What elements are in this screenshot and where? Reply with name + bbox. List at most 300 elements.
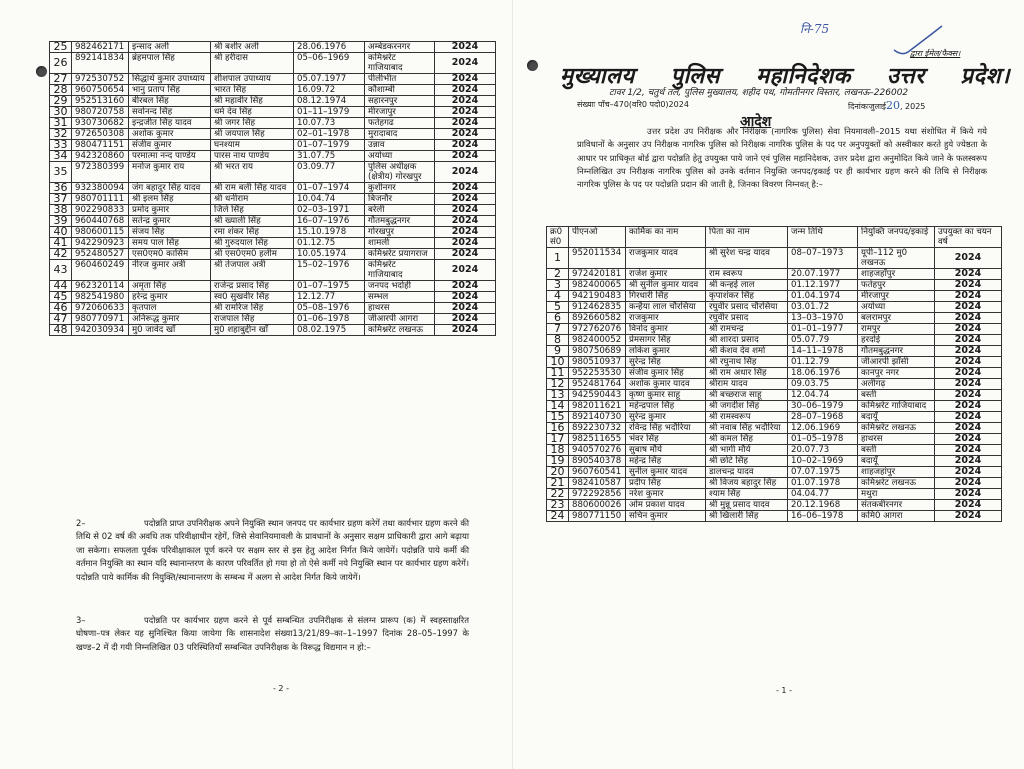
- father-name-cell: श्री जगदीश सिंह: [706, 401, 788, 412]
- table-row: [547, 346, 1002, 357]
- father-name-cell: भारत सिंह: [211, 85, 294, 96]
- selection-year-cell: 2024: [935, 511, 1002, 522]
- serial-number-cell: 45: [50, 292, 72, 303]
- page-number: - 1 -: [776, 686, 792, 695]
- pno-cell: 960750654: [72, 85, 129, 96]
- letterhead-address: टावर 1/2, चतुर्थ तल, पुलिस मुख्यालय, शहीद पथ, गोमतीनगर विस्तार, लखनऊ–226002: [609, 88, 909, 98]
- employee-name-cell: राजकुमार: [626, 313, 706, 324]
- employee-name-cell: परमात्मा नन्द पाण्डेय: [129, 151, 211, 162]
- birth-date-cell: 20.07.1977: [788, 269, 858, 280]
- table-row: [50, 107, 496, 118]
- employee-name-cell: प्रमोद कुमार: [129, 205, 211, 216]
- employee-name-cell: अनिरूद्ध कुमार: [129, 314, 211, 325]
- selection-year-cell: 2024: [435, 42, 496, 53]
- birth-date-cell: 14–11–1978: [788, 346, 858, 357]
- serial-number-cell: 37: [50, 194, 72, 205]
- selection-year-cell: 2024: [435, 183, 496, 194]
- employee-name-cell: इन्द्रजीत सिंह यादव: [129, 118, 211, 129]
- birth-date-cell: 15–02–1976: [294, 260, 365, 281]
- father-name-cell: श्री सुरेश चन्द्र यादव: [706, 248, 788, 269]
- employee-name-cell: अशोक कुमार यादव: [626, 379, 706, 390]
- pno-cell: 952253530: [569, 368, 626, 379]
- posting-unit-cell: कमिश्नरेट लखनऊ: [365, 325, 435, 336]
- father-name-cell: श्री शारदा प्रसाद: [706, 335, 788, 346]
- selection-year-cell: 2024: [935, 280, 1002, 291]
- column-header: उपयुक्त का चयन वर्ष: [935, 227, 1002, 248]
- selection-year-cell: 2024: [935, 324, 1002, 335]
- hole-punch-icon: [527, 60, 538, 71]
- table-row: [50, 292, 496, 303]
- table-row: [50, 151, 496, 162]
- delivery-mode-note: द्वारा ईमेल/फैक्स।: [910, 49, 961, 58]
- pno-cell: 942190483: [569, 291, 626, 302]
- father-name-cell: श्री महावीर सिंह: [211, 96, 294, 107]
- father-name-cell: श्री राम अधार सिंह: [706, 368, 788, 379]
- posting-unit-cell: संतकबीरनगर: [858, 500, 935, 511]
- pno-cell: 982511655: [569, 434, 626, 445]
- posting-unit-cell: कानपुर नगर: [858, 368, 935, 379]
- serial-number-cell: 1: [547, 248, 569, 269]
- employee-name-cell: नीरज कुमार अत्री: [129, 260, 211, 281]
- selection-year-cell: 2024: [435, 151, 496, 162]
- pno-cell: 972292856: [569, 489, 626, 500]
- promotion-table-continued: [49, 41, 496, 336]
- employee-name-cell: प्रेमसागर सिंह: [626, 335, 706, 346]
- employee-name-cell: श्री सुनील कुमार यादव: [626, 280, 706, 291]
- paragraph-3-number: 3–: [76, 615, 86, 625]
- pno-cell: 972420181: [569, 269, 626, 280]
- birth-date-cell: 07.07.1975: [788, 467, 858, 478]
- pno-cell: 960460249: [72, 260, 129, 281]
- birth-date-cell: 01.04.1974: [788, 291, 858, 302]
- posting-unit-cell: सहारनपुर: [365, 96, 435, 107]
- table-row: [547, 511, 1002, 522]
- selection-year-cell: 2024: [435, 85, 496, 96]
- pno-cell: 980771150: [569, 511, 626, 522]
- selection-year-cell: 2024: [935, 379, 1002, 390]
- pno-cell: 892140730: [569, 412, 626, 423]
- selection-year-cell: 2024: [935, 467, 1002, 478]
- birth-date-cell: 02–03–1971: [294, 205, 365, 216]
- pno-cell: 972762076: [569, 324, 626, 335]
- table-row: [50, 194, 496, 205]
- posting-unit-cell: मुरादाबाद: [365, 129, 435, 140]
- selection-year-cell: 2024: [935, 412, 1002, 423]
- father-name-cell: श्री जयपाल सिंह: [211, 129, 294, 140]
- posting-unit-cell: बस्ती: [858, 445, 935, 456]
- table-row: [50, 162, 496, 183]
- serial-number-cell: 9: [547, 346, 569, 357]
- paragraph-2: [76, 517, 469, 584]
- serial-number-cell: 23: [547, 500, 569, 511]
- birth-date-cell: 01–01–1977: [788, 324, 858, 335]
- table-row: [50, 238, 496, 249]
- selection-year-cell: 2024: [935, 368, 1002, 379]
- serial-number-cell: 46: [50, 303, 72, 314]
- posting-unit-cell: मीरजापुर: [858, 291, 935, 302]
- pno-cell: 972380399: [72, 162, 129, 183]
- table-row: [547, 390, 1002, 401]
- employee-name-cell: कन्हैया लाल चौरसिया: [626, 302, 706, 313]
- employee-name-cell: संजय सिंह: [129, 227, 211, 238]
- employee-name-cell: भानु प्रताप सिंह: [129, 85, 211, 96]
- selection-year-cell: 2024: [435, 260, 496, 281]
- father-name-cell: राजेन्द्र प्रसाद सिंह: [211, 281, 294, 292]
- selection-year-cell: 2024: [435, 216, 496, 227]
- employee-name-cell: विनोद कुमार: [626, 324, 706, 335]
- paragraph-2-text: पदोन्नति प्राप्त उपनिरीक्षक अपने नियुक्ति स्थान जनपद पर कार्यभार ग्रहण करेगें तथा कार्यभार ग्रहण करने की तिथि से 02 वर्ष की अवधि तक परिवीक्षाधीन रहेगें, जिसे सेवानियमावली के प्रावधानों के अनुसार सक्षम प्राधिकारी द्वारा आगे बढ़ाया जा सकेगा। सफलता पूर्वक परिवीक्षाकाल पूर्ण करने पर सक्षम स्तर से इस हेतु आदेश निर्गत किये जायेगें। पदोन्नति पाये कर्मी की वर्तमान नियुक्ति का स्थान यदि स्थानान्तरण के कारण परिवर्तित हो गया हो तो ऐसे कर्मी नये नियुक्ति स्थान पर कार्यभार ग्रहण करेगें। पदोन्नति पाये कार्मिक की नियुक्ति/स्थानान्तरण के सम्बन्ध में अलग से आदेश निर्गत किये जायेगें।: [76, 518, 469, 582]
- table-row: [547, 269, 1002, 280]
- father-name-cell: मु0 शहाबुद्दीन खाँ: [211, 325, 294, 336]
- table-row: [547, 357, 1002, 368]
- selection-year-cell: 2024: [435, 314, 496, 325]
- birth-date-cell: 31.07.75: [294, 151, 365, 162]
- letterhead-word: मुख्यालय: [560, 64, 635, 89]
- letterhead-word: प्रदेश।: [960, 64, 1010, 89]
- birth-date-cell: 01.12.1977: [788, 280, 858, 291]
- pno-cell: 980720758: [72, 107, 129, 118]
- employee-name-cell: सतेन्द्र कुमार: [129, 216, 211, 227]
- selection-year-cell: 2024: [935, 357, 1002, 368]
- posting-unit-cell: अयोध्या: [858, 302, 935, 313]
- table-row: [50, 118, 496, 129]
- selection-year-cell: 2024: [935, 456, 1002, 467]
- pno-cell: 902290833: [72, 205, 129, 216]
- pno-cell: 980701111: [72, 194, 129, 205]
- employee-name-cell: राजेश कुमार: [626, 269, 706, 280]
- employee-name-cell: राजकुमार यादव: [626, 248, 706, 269]
- pno-cell: 892141834: [72, 53, 129, 74]
- father-name-cell: श्री मुन्नू प्रसाद यादव: [706, 500, 788, 511]
- posting-unit-cell: अम्बेडकरनगर: [365, 42, 435, 53]
- father-name-cell: शीशपाल उपाध्याय: [211, 74, 294, 85]
- father-name-cell: श्री एस0एम0 हलीम: [211, 249, 294, 260]
- pno-cell: 982011621: [569, 401, 626, 412]
- father-name-cell: पारस नाथ पाण्डेय: [211, 151, 294, 162]
- posting-unit-cell: पुलिस अधीक्षक (क्षेत्रीय) गोरखपुर: [365, 162, 435, 183]
- birth-date-cell: 13–03–1970: [788, 313, 858, 324]
- posting-unit-cell: कमिश्नरेट गाजियाबाद: [365, 260, 435, 281]
- serial-number-cell: 47: [50, 314, 72, 325]
- serial-number-cell: 33: [50, 140, 72, 151]
- father-name-cell: कृपाशंकर सिंह: [706, 291, 788, 302]
- table-row: [547, 291, 1002, 302]
- father-name-cell: श्याम सिंह: [706, 489, 788, 500]
- column-header: नियुक्ति जनपद/इकाई: [858, 227, 935, 248]
- pno-cell: 890540378: [569, 456, 626, 467]
- father-name-cell: श्री भरत राय: [211, 162, 294, 183]
- pno-cell: 952481764: [569, 379, 626, 390]
- serial-number-cell: 35: [50, 162, 72, 183]
- birth-date-cell: 05.07.1977: [294, 74, 365, 85]
- birth-date-cell: 20.12.1968: [788, 500, 858, 511]
- pno-cell: 952011534: [569, 248, 626, 269]
- serial-number-cell: 3: [547, 280, 569, 291]
- serial-number-cell: 38: [50, 205, 72, 216]
- table-row: [547, 500, 1002, 511]
- employee-name-cell: महेन्द्रपाल सिंह: [626, 401, 706, 412]
- birth-date-cell: 10.04.74: [294, 194, 365, 205]
- serial-number-cell: 31: [50, 118, 72, 129]
- pno-cell: 952480527: [72, 249, 129, 260]
- selection-year-cell: 2024: [935, 500, 1002, 511]
- table-row: [547, 335, 1002, 346]
- table-row: [547, 478, 1002, 489]
- posting-unit-cell: रामपुर: [858, 324, 935, 335]
- serial-number-cell: 7: [547, 324, 569, 335]
- pno-cell: 972650308: [72, 129, 129, 140]
- birth-date-cell: 05–08–1976: [294, 303, 365, 314]
- employee-name-cell: सुनील कुमार यादव: [626, 467, 706, 478]
- order-title: आदेश: [740, 114, 772, 130]
- father-name-cell: श्री रामचन्द्र: [706, 324, 788, 335]
- selection-year-cell: 2024: [435, 107, 496, 118]
- employee-name-cell: सर्वानन्द सिंह: [129, 107, 211, 118]
- serial-number-cell: 13: [547, 390, 569, 401]
- promotion-table: [546, 226, 1002, 522]
- selection-year-cell: 2024: [935, 335, 1002, 346]
- column-header: पिता का नाम: [706, 227, 788, 248]
- employee-name-cell: श्री इलम सिंह: [129, 194, 211, 205]
- posting-unit-cell: जनपद भदोही: [365, 281, 435, 292]
- birth-date-cell: 03.09.77: [294, 162, 365, 183]
- selection-year-cell: 2024: [435, 74, 496, 85]
- posting-unit-cell: बलरामपुर: [858, 313, 935, 324]
- table-row: [547, 489, 1002, 500]
- birth-date-cell: 01–06–1978: [294, 314, 365, 325]
- posting-unit-cell: हरदोई: [858, 335, 935, 346]
- table-row: [50, 183, 496, 194]
- posting-unit-cell: कौशाम्बी: [365, 85, 435, 96]
- posting-unit-cell: कुशीनगर: [365, 183, 435, 194]
- column-header: कार्मिक का नाम: [626, 227, 706, 248]
- pno-cell: 972530752: [72, 74, 129, 85]
- date-prefix: दिनांकःजुलाई: [848, 102, 886, 111]
- employee-name-cell: कृतपाल: [129, 303, 211, 314]
- serial-number-cell: 20: [547, 467, 569, 478]
- table-row: [547, 434, 1002, 445]
- pno-cell: 942590443: [569, 390, 626, 401]
- father-name-cell: श्री केशव देव शर्मा: [706, 346, 788, 357]
- pno-cell: 982541980: [72, 292, 129, 303]
- posting-unit-cell: अलीगढ़: [858, 379, 935, 390]
- employee-name-cell: सिद्धार्थ कुमार उपाध्याय: [129, 74, 211, 85]
- selection-year-cell: 2024: [435, 281, 496, 292]
- paragraph-3-text: पदोन्नति पर कार्यभार ग्रहण करने से पूर्व सम्बन्धित उपनिरीक्षक से संलग्न प्रारूप (क) में स्वहस्ताक्षरित घोषणा–पत्र लेकर यह सुनिश्चित किया जायेगा कि शासनादेश संख्या13/21/89–का–1–1997 दिनांक 28–05–1997 के खण्ड–2 में दी गयी निम्नलिखित 03 परिस्थितियाँ सम्बन्धित उपनिरीक्षक के विरूद्ध विद्यमान न हो:–: [76, 615, 469, 652]
- serial-number-cell: 29: [50, 96, 72, 107]
- birth-date-cell: 16–06–1978: [788, 511, 858, 522]
- serial-number-cell: 26: [50, 53, 72, 74]
- pno-cell: 940570276: [569, 445, 626, 456]
- birth-date-cell: 15.10.1978: [294, 227, 365, 238]
- birth-date-cell: 12.12.77: [294, 292, 365, 303]
- serial-number-cell: 6: [547, 313, 569, 324]
- father-name-cell: श्री बच्छराज साहू: [706, 390, 788, 401]
- employee-name-cell: नरेश कुमार: [626, 489, 706, 500]
- father-name-cell: श्री भागी मौर्य: [706, 445, 788, 456]
- column-header: क्र0 सं0: [547, 227, 569, 248]
- posting-unit-cell: शाहजहाँपुर: [858, 269, 935, 280]
- serial-number-cell: 32: [50, 129, 72, 140]
- birth-date-cell: 30–06–1979: [788, 401, 858, 412]
- father-name-cell: स्व0 सुखवीर सिंह: [211, 292, 294, 303]
- birth-date-cell: 02–01–1978: [294, 129, 365, 140]
- table-header-row: [547, 227, 1002, 248]
- selection-year-cell: 2024: [935, 291, 1002, 302]
- selection-year-cell: 2024: [935, 489, 1002, 500]
- serial-number-cell: 39: [50, 216, 72, 227]
- table-row: [50, 74, 496, 85]
- paragraph-3: [76, 614, 469, 654]
- employee-name-cell: अशोक कुमार: [129, 129, 211, 140]
- table-row: [50, 314, 496, 325]
- posting-unit-cell: जीआरपी झाँसी: [858, 357, 935, 368]
- father-name-cell: श्री राम बली सिंह यादव: [211, 183, 294, 194]
- pno-cell: 892660582: [569, 313, 626, 324]
- employee-name-cell: समय पाल सिंह: [129, 238, 211, 249]
- serial-number-cell: 24: [547, 511, 569, 522]
- table-row: [547, 445, 1002, 456]
- posting-unit-cell: कमिश्नरेट लखनऊ: [858, 478, 935, 489]
- date-suffix: , 2025: [899, 102, 926, 111]
- father-name-cell: श्री जगर सिंह: [211, 118, 294, 129]
- selection-year-cell: 2024: [935, 313, 1002, 324]
- employee-name-cell: कृष्ण कुमार साहू: [626, 390, 706, 401]
- table-row: [547, 401, 1002, 412]
- selection-year-cell: 2024: [935, 401, 1002, 412]
- serial-number-cell: 30: [50, 107, 72, 118]
- father-name-cell: श्री कमल सिंह: [706, 434, 788, 445]
- table-row: [50, 216, 496, 227]
- birth-date-cell: 10–02–1969: [788, 456, 858, 467]
- employee-name-cell: मु0 जावेद खाँ: [129, 325, 211, 336]
- serial-number-cell: 36: [50, 183, 72, 194]
- posting-unit-cell: फतेहगढ: [365, 118, 435, 129]
- employee-name-cell: अमृता सिंह: [129, 281, 211, 292]
- pno-cell: 952513160: [72, 96, 129, 107]
- birth-date-cell: 01.12.75: [294, 238, 365, 249]
- employee-name-cell: जंग बहादुर सिंह यादव: [129, 183, 211, 194]
- birth-date-cell: 05–06–1969: [294, 53, 365, 74]
- serial-number-cell: 12: [547, 379, 569, 390]
- serial-number-cell: 42: [50, 249, 72, 260]
- pno-cell: 892230732: [569, 423, 626, 434]
- birth-date-cell: 16.09.72: [294, 85, 365, 96]
- letterhead-word: पुलिस: [670, 64, 721, 89]
- serial-number-cell: 34: [50, 151, 72, 162]
- birth-date-cell: 09.03.75: [788, 379, 858, 390]
- employee-name-cell: संजीव कुमार सिंह: [626, 368, 706, 379]
- selection-year-cell: 2024: [935, 390, 1002, 401]
- posting-unit-cell: गोरखपुर: [365, 227, 435, 238]
- serial-number-cell: 11: [547, 368, 569, 379]
- employee-name-cell: ओम प्रकाश यादव: [626, 500, 706, 511]
- employee-name-cell: प्रदीप सिंह: [626, 478, 706, 489]
- posting-unit-cell: हाथरस: [365, 303, 435, 314]
- serial-number-cell: 4: [547, 291, 569, 302]
- father-name-cell: श्री नवाब सिंह भदौरिया: [706, 423, 788, 434]
- father-name-cell: श्री तेजपाल अत्री: [211, 260, 294, 281]
- birth-date-cell: 18.06.1976: [788, 368, 858, 379]
- posting-unit-cell: बदायूँ: [858, 412, 935, 423]
- serial-number-cell: 19: [547, 456, 569, 467]
- pno-cell: 982400065: [569, 280, 626, 291]
- handwritten-reference: नि-75: [800, 22, 830, 36]
- employee-name-cell: संजीव कुमार: [129, 140, 211, 151]
- posting-unit-cell: बदायूँ: [858, 456, 935, 467]
- letterhead-word: महानिदेशक: [755, 64, 851, 89]
- table-row: [547, 313, 1002, 324]
- selection-year-cell: 2024: [935, 423, 1002, 434]
- posting-unit-cell: जीआरपी आगरा: [365, 314, 435, 325]
- father-name-cell: श्री हरीदास: [211, 53, 294, 74]
- selection-year-cell: 2024: [435, 292, 496, 303]
- birth-date-cell: 08.02.1975: [294, 325, 365, 336]
- father-name-cell: डालचन्द्र यादव: [706, 467, 788, 478]
- posting-unit-cell: बस्ती: [858, 390, 935, 401]
- pno-cell: 982410587: [569, 478, 626, 489]
- father-name-cell: श्रीराम यादव: [706, 379, 788, 390]
- table-row: [50, 249, 496, 260]
- selection-year-cell: 2024: [435, 118, 496, 129]
- pno-cell: 972060633: [72, 303, 129, 314]
- table-row: [50, 260, 496, 281]
- father-name-cell: राम स्वरूप: [706, 269, 788, 280]
- birth-date-cell: 10.07.73: [294, 118, 365, 129]
- pno-cell: 912462835: [569, 302, 626, 313]
- table-row: [547, 423, 1002, 434]
- selection-year-cell: 2024: [935, 346, 1002, 357]
- selection-year-cell: 2024: [935, 478, 1002, 489]
- selection-year-cell: 2024: [935, 445, 1002, 456]
- birth-date-cell: 28.06.1976: [294, 42, 365, 53]
- father-name-cell: श्री रामस्वरूप: [706, 412, 788, 423]
- order-intro-text: उत्तर प्रदेश उप निरीक्षक और निरीक्षक (नागरिक पुलिस) सेवा नियमावली–2015 यथा संशोधित में किये गये प्राविधानों के अनुसार उप निरीक्षक नागरिक पुलिस को निरीक्षक नागरिक पुलिस के पद पर अनुपयुक्तों को अस्वीकार करते हुये ज्येष्ठता के आधार पर प्राधिकृत बोर्ड द्वारा पदोन्नति हेतु उपयुक्त पाये जाने एवं पुलिस महानिदेशक, उत्तर प्रदेश द्वारा अनुमोदित किये जाने के फलस्वरूप निम्नलिखित उप निरीक्षक नागरिक पुलिस को उनके वर्तमान नियुक्ति जनपद/इकाई पर ही कार्यभार ग्रहण करने की तिथि से निरीक्षक नागरिक पुलिस के पद पर पदोन्नति प्रदान की जाती है, जिनका विवरण निम्नवत् है:–: [577, 126, 987, 190]
- birth-date-cell: 28–07–1968: [788, 412, 858, 423]
- father-name-cell: श्री छोटे सिंह: [706, 456, 788, 467]
- pno-cell: 942320860: [72, 151, 129, 162]
- serial-number-cell: 5: [547, 302, 569, 313]
- selection-year-cell: 2024: [435, 303, 496, 314]
- table-row: [50, 53, 496, 74]
- father-name-cell: श्री खिलारी सिंह: [706, 511, 788, 522]
- selection-year-cell: 2024: [435, 96, 496, 107]
- father-name-cell: श्री रामरिज सिंह: [211, 303, 294, 314]
- father-name-cell: श्री कन्हई लाल: [706, 280, 788, 291]
- posting-unit-cell: अयोध्या: [365, 151, 435, 162]
- serial-number-cell: 17: [547, 434, 569, 445]
- pno-cell: 942290923: [72, 238, 129, 249]
- father-name-cell: धर्म देव सिंह: [211, 107, 294, 118]
- posting-unit-cell: हाथरस: [858, 434, 935, 445]
- selection-year-cell: 2024: [435, 129, 496, 140]
- paragraph-2-number: 2–: [76, 518, 86, 528]
- selection-year-cell: 2024: [435, 162, 496, 183]
- serial-number-cell: 27: [50, 74, 72, 85]
- table-row: [50, 227, 496, 238]
- father-name-cell: रमा शंकर सिंह: [211, 227, 294, 238]
- serial-number-cell: 14: [547, 401, 569, 412]
- father-name-cell: श्री धनीराम: [211, 194, 294, 205]
- birth-date-cell: 01–11–1979: [294, 107, 365, 118]
- posting-unit-cell: बिजनौर: [365, 194, 435, 205]
- page-number: - 2 -: [273, 684, 289, 693]
- serial-number-cell: 40: [50, 227, 72, 238]
- posting-unit-cell: फतेहपुर: [858, 280, 935, 291]
- employee-name-cell: रविन्द्र सिंह भदौरिया: [626, 423, 706, 434]
- serial-number-cell: 43: [50, 260, 72, 281]
- table-row: [547, 456, 1002, 467]
